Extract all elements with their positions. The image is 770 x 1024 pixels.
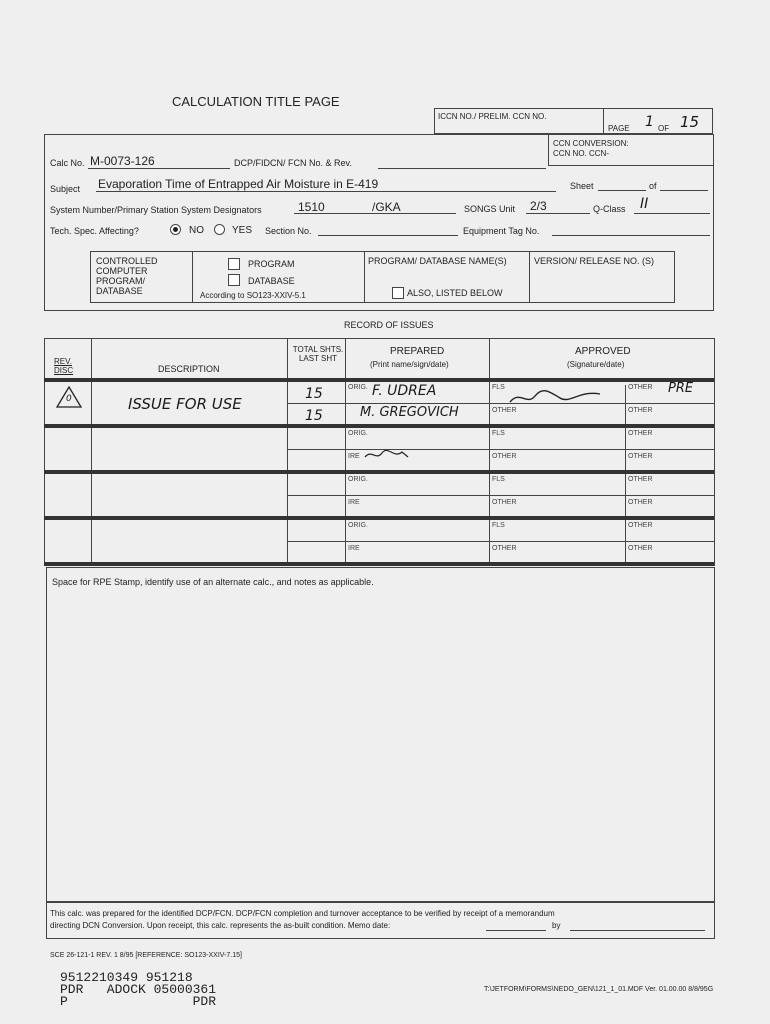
approver-signature-icon xyxy=(505,386,605,413)
also-listed-label: ALSO, LISTED BELOW xyxy=(407,288,503,298)
songs-label: SONGS Unit xyxy=(464,204,516,214)
col-rev: REV. DISC xyxy=(54,357,74,375)
row1-other-label-3: OTHER xyxy=(628,407,653,414)
docket-line-3: P PDR xyxy=(60,994,217,1009)
page-title: CALCULATION TITLE PAGE xyxy=(172,94,340,109)
rpe-stamp-area xyxy=(46,567,715,902)
row3-other-label: OTHER xyxy=(628,476,653,483)
form-path: T:\JETFORM\FORMS\NEDO_GEN\121_1_01.MDF Ver. 01.00.00 8/8/95G xyxy=(484,986,714,993)
sheet-of-field[interactable] xyxy=(660,190,708,191)
docket-line-2: PDR ADOCK 05000361 xyxy=(60,982,217,997)
col-prepared: PREPARED xyxy=(390,346,445,357)
row1-fls-label: FLS xyxy=(492,384,505,391)
program-label: PROGRAM xyxy=(248,259,295,269)
docket-line-1: 9512210349 951218 xyxy=(60,970,193,985)
row3-orig-label: ORIG. xyxy=(348,476,368,483)
subject-label: Subject xyxy=(50,184,81,194)
system-number: 1510 xyxy=(298,200,325,214)
dcp-label: DCP/FIDCN/ FCN No. & Rev. xyxy=(234,158,352,168)
row3-ire-label: IRE xyxy=(348,499,360,506)
page-label: PAGE xyxy=(608,124,630,133)
row2-ire-label: IRE xyxy=(348,453,360,460)
page-total: 15 xyxy=(680,113,700,131)
qclass-value: II xyxy=(640,196,649,212)
col-description: DESCRIPTION xyxy=(158,364,220,374)
row2-other-label-3: OTHER xyxy=(628,453,653,460)
calc-no-value: M-0073-126 xyxy=(90,154,155,168)
program-checkbox[interactable] xyxy=(228,258,240,270)
row4-other-label-2: OTHER xyxy=(492,545,517,552)
page-number: 1 xyxy=(645,114,654,130)
footer-note-1: This calc. was prepared for the identified DCP/FCN. DCP/FCN completion and turnover acceptance to be verified by receipt of a memorandum xyxy=(50,909,555,918)
col-total: TOTAL SHTS. LAST SHT xyxy=(292,345,344,363)
no-radio[interactable] xyxy=(170,224,181,235)
row3-other-label-2: OTHER xyxy=(492,499,517,506)
also-listed-checkbox[interactable] xyxy=(392,287,404,299)
sheet-label: Sheet xyxy=(570,181,594,191)
system-label: System Number/Primary Station System Designators xyxy=(50,205,262,215)
row1-approved-other: PRE xyxy=(668,381,694,396)
by-label: by xyxy=(552,921,561,930)
version-label: VERSION/ RELEASE NO. (S) xyxy=(534,256,655,266)
according-label: According to SO123-XXIV-5.1 xyxy=(200,291,306,300)
yes-radio[interactable] xyxy=(214,224,225,235)
row4-orig-label: ORIG. xyxy=(348,522,368,529)
row3-fls-label: FLS xyxy=(492,476,505,483)
record-title: RECORD OF ISSUES xyxy=(344,320,434,330)
no-label: NO xyxy=(189,225,204,236)
row2-orig-label: ORIG. xyxy=(348,430,368,437)
row1-prepared-1: F. UDREA xyxy=(372,383,437,399)
row1-orig-label: ORIG. xyxy=(348,384,368,391)
row2-fls-label: FLS xyxy=(492,430,505,437)
calc-no-label: Calc No. xyxy=(50,158,85,168)
memo-date-field[interactable] xyxy=(486,930,546,931)
row2-other-label: OTHER xyxy=(628,430,653,437)
rpe-stamp-note: Space for RPE Stamp, identify use of an alternate calc., and notes as applicable. xyxy=(52,577,374,587)
iccn-label: ICCN NO./ PRELIM. CCN NO. xyxy=(438,112,547,121)
row1-other-label-2: OTHER xyxy=(628,384,653,391)
row4-other-label: OTHER xyxy=(628,522,653,529)
row1-description: ISSUE FOR USE xyxy=(128,395,242,413)
program-name-label: PROGRAM/ DATABASE NAME(S) xyxy=(368,256,507,266)
system-designator: /GKA xyxy=(372,200,401,214)
section-label: Section No. xyxy=(265,226,312,236)
row1-prepared-2: M. GREGOVICH xyxy=(360,405,459,420)
equipment-field[interactable] xyxy=(552,235,710,236)
of-label: OF xyxy=(658,124,670,133)
by-field[interactable] xyxy=(570,930,705,931)
row4-ire-label: IRE xyxy=(348,545,360,552)
dcp-field[interactable] xyxy=(378,168,546,169)
row1-total-2: 15 xyxy=(305,408,323,424)
row1-rev: 0 xyxy=(66,394,72,404)
row3-other-label-3: OTHER xyxy=(628,499,653,506)
subject-value: Evaporation Time of Entrapped Air Moisture in E-419 xyxy=(98,177,379,191)
database-checkbox[interactable] xyxy=(228,274,240,286)
yes-label: YES xyxy=(232,225,253,236)
songs-unit: 2/3 xyxy=(530,199,547,213)
form-id: SCE 26-121-1 REV. 1 8/95 [REFERENCE: SO123-XXIV-7.15] xyxy=(50,952,242,959)
row2-other-label-2: OTHER xyxy=(492,453,517,460)
row1-other-label: OTHER xyxy=(492,407,517,414)
ccn-no-label: CCN NO. CCN- xyxy=(553,149,609,158)
row1-total-1: 15 xyxy=(305,386,323,402)
equipment-label: Equipment Tag No. xyxy=(463,226,540,236)
row4-other-label-3: OTHER xyxy=(628,545,653,552)
qclass-label: Q-Class xyxy=(593,204,626,214)
ccn-conversion-label: CCN CONVERSION: xyxy=(553,139,629,148)
section-field[interactable] xyxy=(318,235,458,236)
tech-spec-label: Tech. Spec. Affecting? xyxy=(50,226,139,236)
sheet-field[interactable] xyxy=(598,190,646,191)
col-approved: APPROVED xyxy=(575,346,631,357)
database-label: DATABASE xyxy=(248,276,295,286)
sheet-of-label: of xyxy=(649,181,657,191)
ire-initials-icon xyxy=(362,447,412,468)
col-approved-sub: (Signature/date) xyxy=(567,360,625,369)
controlled-program-label: CONTROLLED COMPUTER PROGRAM/ DATABASE xyxy=(96,256,158,296)
col-prepared-sub: (Print name/sign/date) xyxy=(370,360,449,369)
footer-note-2: directing DCN Conversion. Upon receipt, this calc. represents the as-built condition. Memo date: xyxy=(50,921,391,930)
row4-fls-label: FLS xyxy=(492,522,505,529)
